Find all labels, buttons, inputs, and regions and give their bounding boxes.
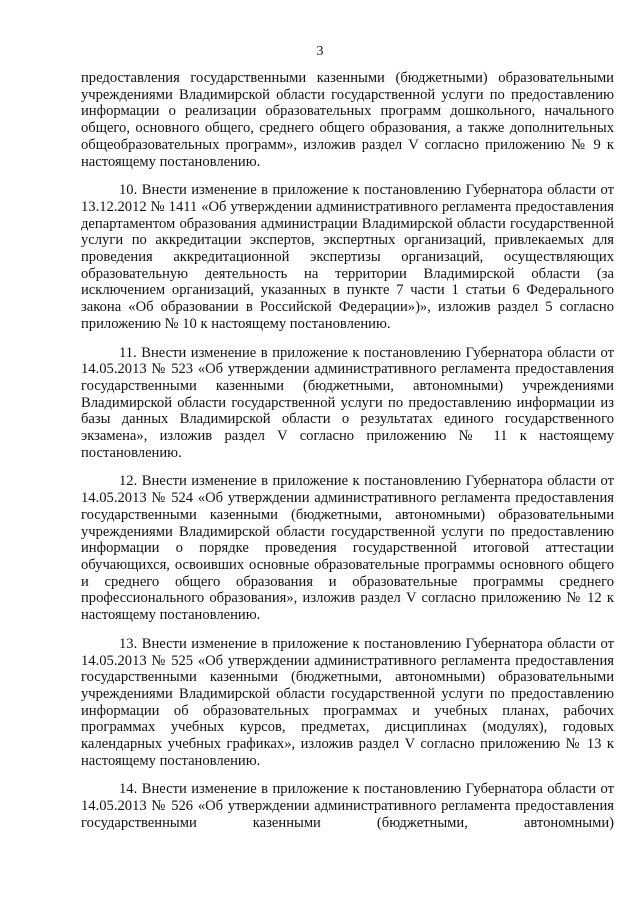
paragraph-item-10: 10. Внести изменение в приложение к постановлению Губернатора области от 13.12.2012 № 1411 «Об утверждении административного регламента предоставления департаментом образования администрации Владимирской области государственной услуги по аккредитации экспертов, экспертных организаций, привлекаемых для проведения аккредитационной экспертизы организаций, осуществляющих образовательную деятельность на территории Владимирской области (за исключением организаций, указанных в пункте 7 части 1 статьи 6 Федерального закона «Об образовании в Российской Федерации»)», изложив раздел 5 согласно приложению № 10 к настоящему постановлению. xyxy=(81,182,614,332)
paragraph-item-13: 13. Внести изменение в приложение к постановлению Губернатора области от 14.05.2013 № 525 «Об утверждении административного регламента предоставления государственными казенными (бюджетными, автономными) образовательными учреждениями Владимирской области государственной услуги по предоставлению информации об образовательных программах и учебных планах, рабочих программах учебных курсов, предметах, дисциплинах (модулях), годовых календарных учебных графиках», изложив раздел V согласно приложению № 13 к настоящему постановлению. xyxy=(81,635,614,769)
paragraph-item-12: 12. Внести изменение в приложение к постановлению Губернатора области от 14.05.2013 № 524 «Об утверждении административного регламента предоставления государственными казенными (бюджетными, автономными) образовательными учреждениями Владимирской области государственной услуги по предоставлению информации о порядке проведения государственной итоговой аттестации обучающихся, освоивших основные образовательные программы основного общего и среднего общего образования и образовательные программы среднего профессионального образования», изложив раздел V согласно приложению № 12 к настоящему постановлению. xyxy=(81,473,614,624)
document-body xyxy=(81,70,614,832)
page-number: 3 xyxy=(316,44,324,59)
paragraph-continuation: предоставления государственными казенными (бюджетными) образовательными учреждениями Владимирской области государственной услуги по предоставлению информации о реализации образовательных программ дошкольного, начального общего, основного общего, среднего общего образования, а также дополнительных общеобразовательных программ», изложив раздел V согласно приложению № 9 к настоящему постановлению. xyxy=(81,70,614,170)
paragraph-item-14: 14. Внести изменение в приложение к постановлению Губернатора области от 14.05.2013 № 526 «Об утверждении административного регламента предоставления государственными казенными (бюджетными, автономными) xyxy=(81,781,614,831)
paragraph-item-11: 11. Внести изменение в приложение к постановлению Губернатора области от 14.05.2013 № 523 «Об утверждении административного регламента предоставления государственными казенными (бюджетными, автономными) учреждениями Владимирской области государственной услуги по предоставлению информации из базы данных Владимирской области о результатах единого государственного экзамена», изложив раздел V согласно приложению № 11 к настоящему постановлению. xyxy=(81,344,614,461)
